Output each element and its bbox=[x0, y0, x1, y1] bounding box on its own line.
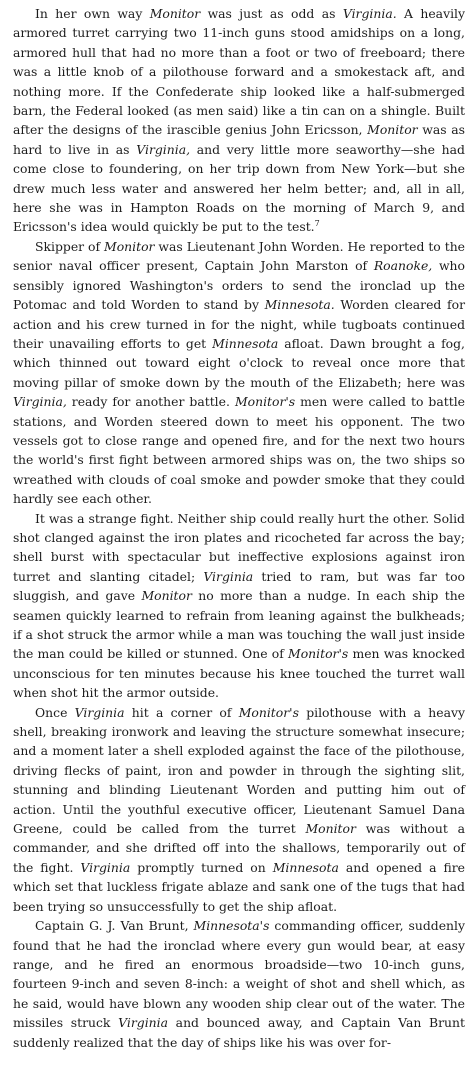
paragraph: Skipper of Monitor was Lieutenant John Worden. He reported to the senior naval officer present, Captain John Marston of Roanoke, who sensibly ignored Washington's orders to send the ironclad up the Potomac and told Worden to stand by Minnesota. Worden cleared for action and his crew turned in for the night, while tugboats continued their unavailing efforts to get Minnesota afloat. Dawn brought a fog, which thinned out toward eight o'clock to reveal once more that moving pillar of smoke down by the mouth of the Elizabeth; here was Virginia, ready for another battle. Monitor's men were called to battle stations, and Worden steered down to meet his opponent. The two vessels got to close range and opened fire, and for the next two hours the world's first fight between armored ships was on, the two ships so wreathed with clouds of coal smoke and powder smoke that they could hardly see each other. bbox=[13, 238, 466, 507]
book-page bbox=[13, 4, 465, 1052]
paragraph: It was a strange fight. Neither ship could really hurt the other. Solid shot clanged against the iron plates and ricocheted far across the bay; shell burst with spectacular but ineffective explosions against iron turret and slanting citadel; Virginia tried to ram, but was far too sluggish, and gave Monitor no more than a nudge. In each ship the seamen quickly learned to refrain from leaning against the bulkheads; if a shot struck the armor while a man was touching the wall just inside the man could be killed or stunned. One of Monitor's men was knocked unconscious for ten minutes because his knee touched the turret wall when shot hit the armor outside. bbox=[13, 510, 466, 701]
paragraph: In her own way Monitor was just as odd as Virginia. A heavily armored turret carrying two 11-inch guns stood amidships on a long, armored hull that had no more than a foot or two of freeboard; there was a little knob of a pilothouse forward and a smokestack aft, and nothing more. If the Confederate ship looked like a half-submerged barn, the Federal looked (as men said) like a tin can on a shingle. Built after the designs of the irascible genius John Ericsson, Monitor was as hard to live in as Virginia, and very little more seaworthy—she had come close to foundering, on her trip down from New York—but she drew much less water and answered her helm better; and, all in all, here she was in Hampton Roads on the morning of March 9, and Ericsson's idea would quickly be put to the test.$^7$ bbox=[13, 6, 465, 235]
paragraph: Captain G. J. Van Brunt, Minnesota's commanding officer, suddenly found that he had the ironclad where every gun would bear, at easy range, and he fired an enormous broadside—two 10-inch guns, fourteen 9-inch and seven 8-inch: a weight of shot and shell which, as he said, would have blown any wooden ship clear out of the water. The missiles struck Virginia and bounced away, and Captain Van Brunt suddenly realized that the day of ships like his was over for- bbox=[13, 918, 465, 1050]
paragraph: Once Virginia hit a corner of Monitor's pilothouse with a heavy shell, breaking ironwork and leaving the structure somewhat insecure; and a moment later a shell exploded against the face of the pilothouse, driving flecks of paint, iron and powder in through the sighting slit, stunning and blinding Lieutenant Worden and putting him out of action. Until the youthful executive officer, Lieutenant Samuel Dana Greene, could be called from the turret Monitor was without a commander, and she drifted off into the shallows, temporarily out of the fight. Virginia promptly turned on Minnesota and opened a fire which set that luckless frigate ablaze and sank one of the tugs that had been trying so unsuccessfully to get the ship afloat. bbox=[13, 704, 465, 914]
